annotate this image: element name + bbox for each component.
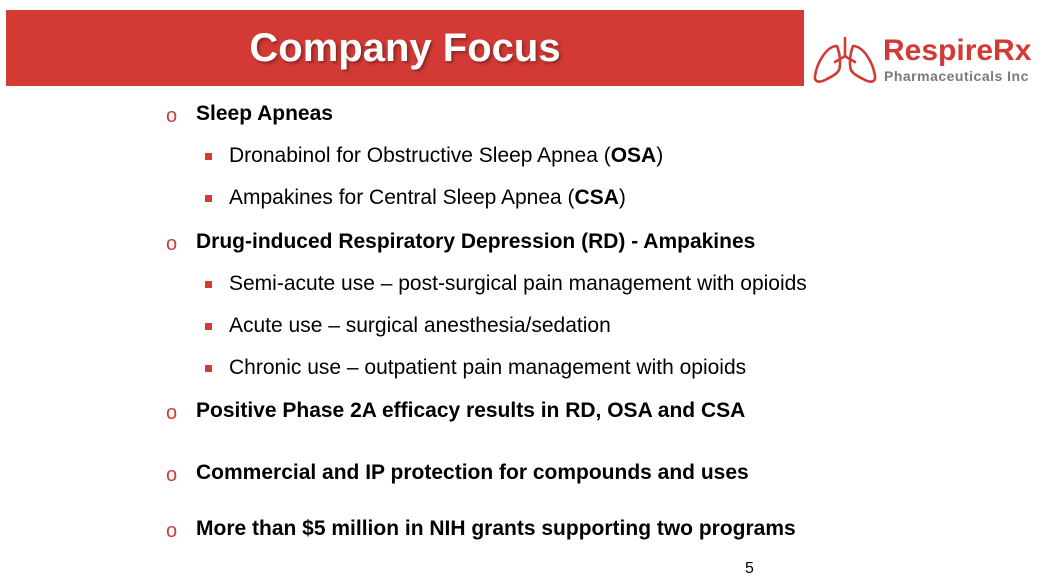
circle-bullet-icon: o — [166, 520, 178, 542]
circle-bullet-icon: o — [166, 464, 178, 486]
sub-bullet-text: Semi-acute use – post-surgical pain management with opioids — [229, 272, 807, 295]
sub-bullet-text: Ampakines for Central Sleep Apnea ( — [229, 186, 575, 209]
circle-bullet-icon: o — [166, 402, 178, 424]
bullet-text: Commercial and IP protection for compounds and uses — [196, 461, 749, 484]
square-bullet-icon — [205, 153, 212, 160]
sub-bullet-bold: CSA — [574, 186, 619, 209]
sub-bullet-acute — [229, 313, 611, 339]
bullet-sleep-apneas — [166, 101, 333, 127]
sub-bullet-osa — [229, 143, 663, 169]
sub-bullet-text-end: ) — [618, 186, 626, 209]
bullet-nih-grants — [166, 516, 796, 542]
company-logo — [807, 34, 1043, 86]
bullet-phase-2a — [166, 398, 746, 424]
title-bar — [6, 10, 804, 86]
sub-bullet-csa — [229, 185, 626, 211]
circle-bullet-icon: o — [166, 233, 178, 255]
bullet-text: More than $5 million in NIH grants supporting two programs — [196, 517, 796, 540]
square-bullet-icon — [205, 281, 212, 288]
lungs-icon — [811, 36, 879, 84]
sub-bullet-text: Dronabinol for Obstructive Sleep Apnea ( — [229, 144, 611, 167]
bullet-ip-protection — [166, 460, 749, 486]
circle-bullet-icon: o — [166, 105, 178, 127]
page-number: 5 — [745, 560, 754, 577]
logo-subtitle: Pharmaceuticals Inc — [884, 68, 1029, 84]
bullet-text: Positive Phase 2A efficacy results in RD, OSA and CSA — [196, 399, 746, 422]
bullet-respiratory-depression — [166, 229, 756, 255]
sub-bullet-bold: OSA — [610, 144, 657, 167]
bullet-text: Sleep Apneas — [196, 102, 333, 125]
sub-bullet-text-end: ) — [656, 144, 664, 167]
sub-bullet-text: Acute use – surgical anesthesia/sedation — [229, 314, 611, 337]
bullet-text: Drug-induced Respiratory Depression (RD) - Ampakines — [196, 230, 756, 253]
sub-bullet-chronic — [229, 355, 746, 381]
square-bullet-icon — [205, 195, 212, 202]
logo-name: RespireRx — [883, 34, 1032, 67]
sub-bullet-semi-acute — [229, 271, 807, 297]
square-bullet-icon — [205, 365, 212, 372]
slide-title: Company Focus — [249, 26, 561, 70]
square-bullet-icon — [205, 323, 212, 330]
sub-bullet-text: Chronic use – outpatient pain management with opioids — [229, 356, 747, 379]
